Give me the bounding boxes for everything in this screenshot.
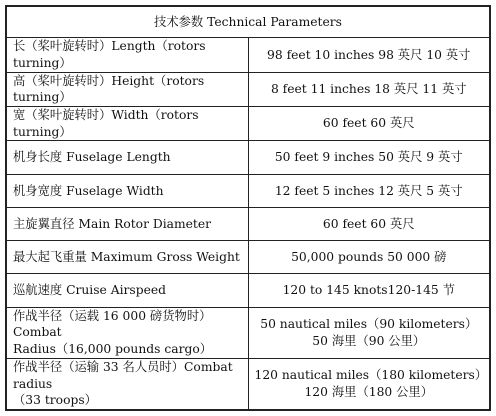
table-row	[7, 72, 490, 106]
table-title-row	[7, 7, 490, 38]
parameter-value: 60 feet 60 英尺	[248, 207, 490, 240]
table-row	[7, 107, 490, 141]
table-row	[7, 307, 490, 358]
parameter-label: 高（桨叶旋转时）Height（rotors turning）	[7, 72, 249, 106]
parameter-value: 50 feet 9 inches 50 英尺 9 英寸	[248, 141, 490, 174]
technical-parameters-table	[5, 5, 491, 411]
parameter-label: 巡航速度 Cruise Airspeed	[7, 274, 249, 307]
parameter-label: 机身宽度 Fuselage Width	[7, 174, 249, 207]
parameter-value: 120 nautical miles（180 kilometers） 120 海里（180 公里）	[248, 358, 490, 409]
table-row	[7, 174, 490, 207]
parameter-value: 50 nautical miles（90 kilometers） 50 海里（90 公里）	[248, 307, 490, 358]
parameters-grid	[6, 6, 490, 410]
table-row	[7, 358, 490, 409]
parameter-value: 12 feet 5 inches 12 英尺 5 英寸	[248, 174, 490, 207]
table-row	[7, 241, 490, 274]
parameter-label: 最大起飞重量 Maximum Gross Weight	[7, 241, 249, 274]
parameter-value: 98 feet 10 inches 98 英尺 10 英寸	[248, 38, 490, 72]
table-title: 技术参数 Technical Parameters	[7, 7, 490, 38]
parameter-label: 作战半径（运输 33 名人员时）Combat radius （33 troops）	[7, 358, 249, 409]
parameter-label: 主旋翼直径 Main Rotor Diameter	[7, 207, 249, 240]
parameter-label: 长（桨叶旋转时）Length（rotors turning）	[7, 38, 249, 72]
parameter-value: 60 feet 60 英尺	[248, 107, 490, 141]
parameter-value: 50,000 pounds 50 000 磅	[248, 241, 490, 274]
table-row	[7, 141, 490, 174]
parameter-label: 宽（桨叶旋转时）Width（rotors turning）	[7, 107, 249, 141]
parameter-value: 120 to 145 knots120-145 节	[248, 274, 490, 307]
table-row	[7, 274, 490, 307]
parameter-value: 8 feet 11 inches 18 英尺 11 英寸	[248, 72, 490, 106]
table-row	[7, 207, 490, 240]
table-row	[7, 38, 490, 72]
parameter-label: 机身长度 Fuselage Length	[7, 141, 249, 174]
parameter-label: 作战半径（运载 16 000 磅货物时）Combat Radius（16,000 pounds cargo）	[7, 307, 249, 358]
